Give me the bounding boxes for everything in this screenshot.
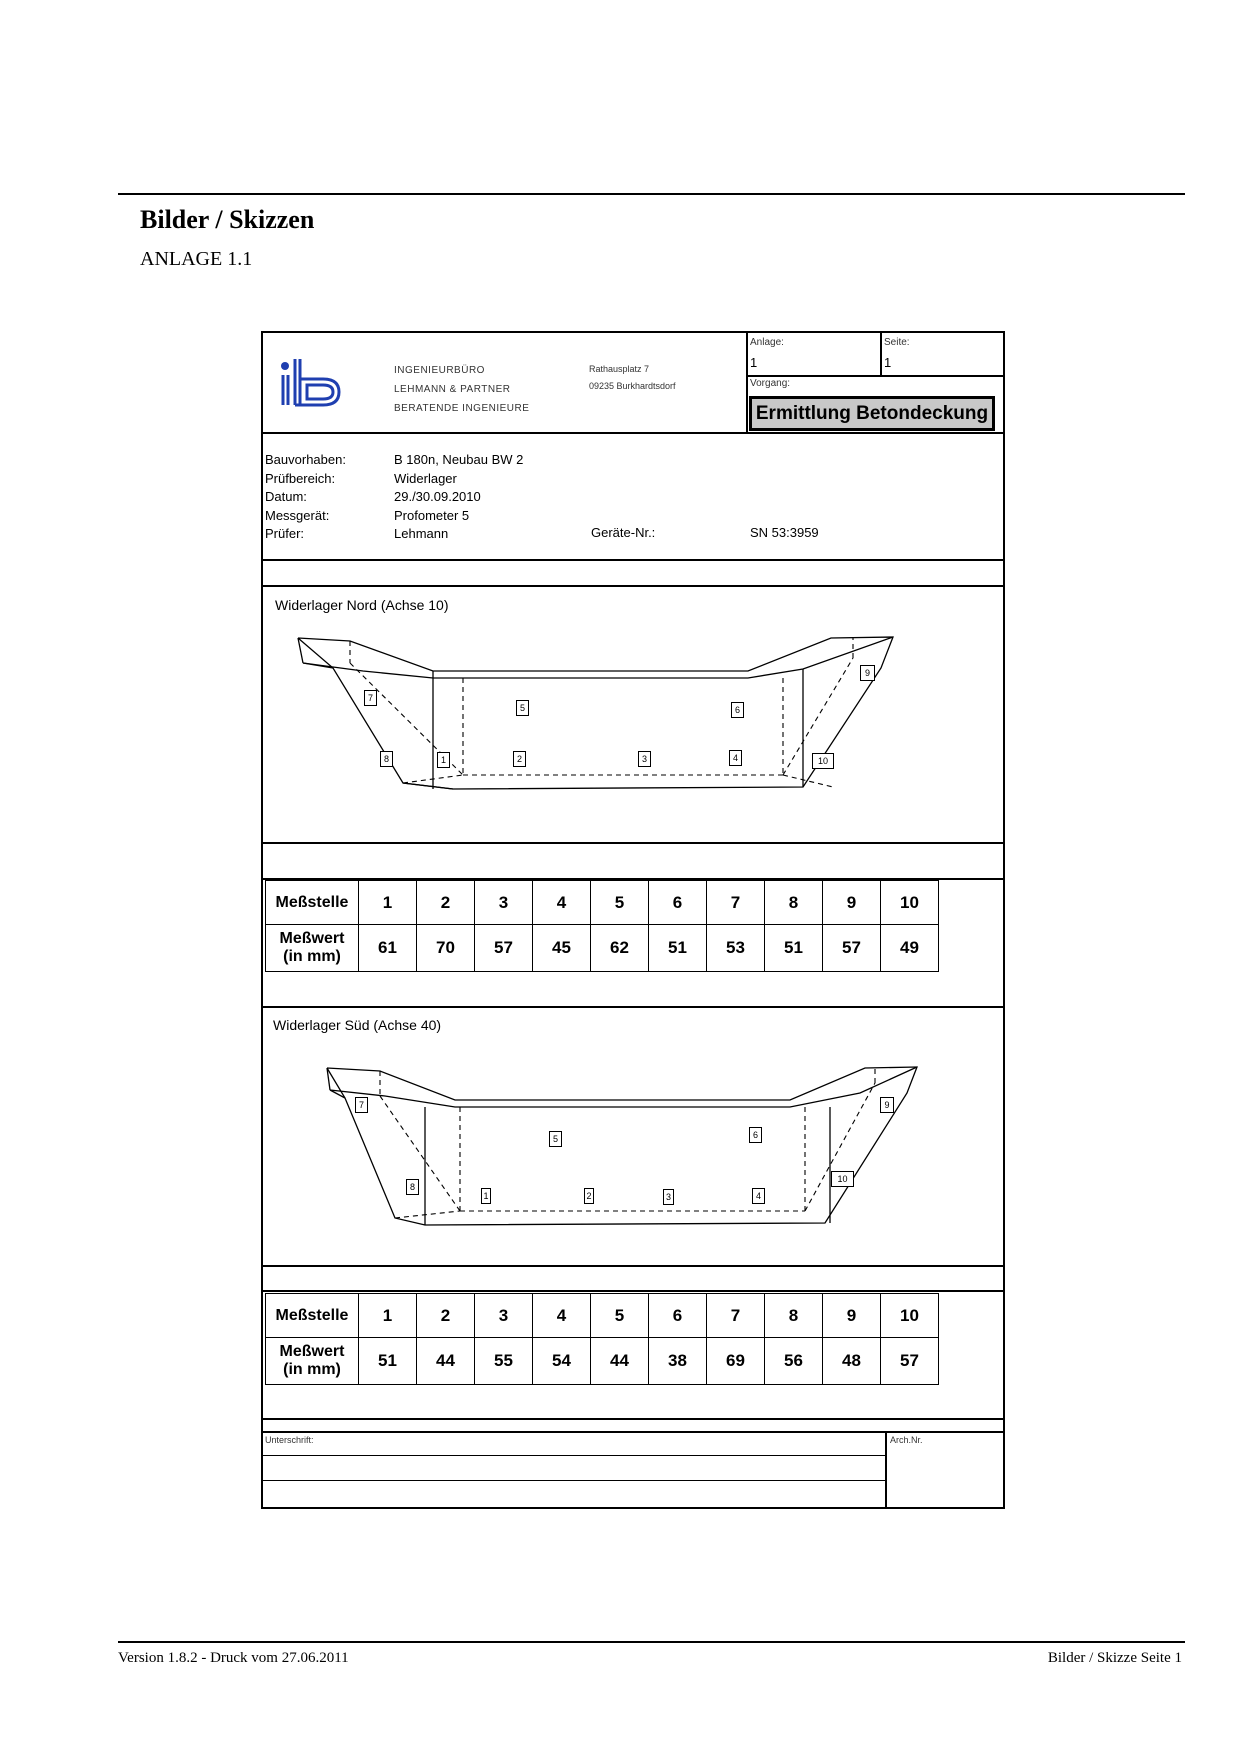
table-sued-stelle-7: 7 [707,1294,765,1338]
geraete-value: SN 53:3959 [750,525,819,540]
table-sued-head2a: Meßwert [279,1343,345,1360]
footer-page: Bilder / Skizze Seite 1 [1047,1650,1182,1666]
section-nord-label: Widerlager Nord (Achse 10) [275,597,449,613]
table-nord-wert-8: 51 [765,925,823,972]
table-sued-wert-3: 55 [475,1338,533,1385]
table-nord-wert-6: 51 [649,925,707,972]
table-sued [265,1293,939,1385]
table-nord-stelle-9: 9 [823,881,881,925]
table-nord [265,880,939,972]
table-nord-head2a: Meßwert [279,930,345,947]
pruefer-value: Lehmann [394,526,449,541]
table-nord-wert-7: 53 [707,925,765,972]
pruefbereich-value: Widerlager [394,470,457,486]
table-nord-wert-2: 70 [417,925,475,972]
table-nord-stelle-5: 5 [591,881,649,925]
table-sued-head1: Meßstelle [266,1294,359,1338]
table-nord-stelle-8: 8 [765,881,823,925]
arch-label: Arch.Nr. [890,1435,923,1445]
bauvorhaben-value: B 180n, Neubau BW 2 [394,452,524,467]
bottom-rule [118,1641,1185,1643]
table-sued-wert-9: 48 [823,1338,881,1385]
table-sued-stelle-3: 3 [475,1294,533,1338]
table-nord-wert-5: 62 [591,925,649,972]
ilb-logo [277,357,343,420]
table-sued-stelle-5: 5 [591,1294,649,1338]
table-sued-wert-4: 54 [533,1338,591,1385]
table-sued-wert-1: 51 [359,1338,417,1385]
table-nord-wert-3: 57 [475,925,533,972]
table-nord-stelle-3: 3 [475,881,533,925]
table-sued-wert-2: 44 [417,1338,475,1385]
table-sued-stelle-2: 2 [417,1294,475,1338]
seite-value: 1 [884,355,892,370]
company-line2: LEHMANN & PARTNER [394,384,511,395]
top-rule [118,193,1185,195]
table-nord-wert-4: 45 [533,925,591,972]
measurement-form: INGENIEURBÜRO LEHMANN & PARTNER BERATENDE INGENIEURE Rathausplatz 7 09235 Burkhardtsdorf Anlage: 1 Seite: 1 Vorgang: Ermittlung Betondeckung Bauvorhaben: Prüfbereich: Datum: Messgerät: Prüfer: B 180n, Neubau BW 2 Widerlager 29./30.09.2010 Profometer 5 Lehmann Geräte-Nr.: SN 53:3959 Widerlager Nord (Achse 10) 7 8 1 2 5 3 4 6 9 10 Meßstelle 1 2 3 4 5 6 7 8 9 10 Meßwert (in mm) 61 70 57 45 62 51 53 51 57 49 Widerlager Süd (Achse 40) 7 8 1 2 5 3 4 6 9 10 Meßstelle 1 2 3 4 5 6 7 8 9 10 Meßwert (in mm) 51 44 55 54 44 38 69 56 48 57 Unterschrift: Arch.Nr. [261,331,1005,1509]
table-nord-stelle-10: 10 [881,881,939,925]
anlage-label: Anlage: [750,337,784,348]
page-title: Bilder / Skizzen [140,205,315,234]
table-nord-stelle-7: 7 [707,881,765,925]
geraete-label: Geräte-Nr.: [591,525,656,540]
anlage-value: 1 [750,355,758,370]
vorgang-label: Vorgang: [750,378,791,389]
seite-label: Seite: [884,337,910,348]
unterschrift-label: Unterschrift: [265,1435,314,1445]
signature-line-1 [263,1455,885,1456]
table-sued-head2b: (in mm) [283,1361,341,1378]
pruefer-label: Prüfer: [265,526,305,541]
address-line1: Rathausplatz 7 [589,364,650,374]
table-sued-wert-10: 57 [881,1338,939,1385]
table-nord-stelle-1: 1 [359,881,417,925]
table-sued-stelle-10: 10 [881,1294,939,1338]
section-sued-label: Widerlager Süd (Achse 40) [273,1017,442,1033]
messgeraet-label: Messgerät: [265,507,330,523]
page-subtitle: ANLAGE 1.1 [140,248,253,270]
sketch-sued [325,1063,925,1258]
table-nord-wert-10: 49 [881,925,939,972]
table-nord-head2 [266,925,359,972]
table-sued-stelle-4: 4 [533,1294,591,1338]
company-line1: INGENIEURBÜRO [394,365,485,376]
table-sued-stelle-6: 6 [649,1294,707,1338]
datum-value: 29./30.09.2010 [394,489,481,504]
table-sued-wert-5: 44 [591,1338,649,1385]
table-nord-wert-1: 61 [359,925,417,972]
table-nord-wert-9: 57 [823,925,881,972]
bauvorhaben-label: Bauvorhaben: [265,452,346,467]
sketch-nord [293,633,903,818]
datum-label: Datum: [265,489,307,504]
address-line2: 09235 Burkhardtsdorf [589,381,676,391]
table-nord-stelle-2: 2 [417,881,475,925]
table-sued-wert-7: 69 [707,1338,765,1385]
table-sued-stelle-8: 8 [765,1294,823,1338]
signature-line-2 [263,1480,885,1481]
table-sued-stelle-9: 9 [823,1294,881,1338]
table-sued-head2 [266,1338,359,1385]
table-nord-head1: Meßstelle [266,881,359,925]
table-sued-stelle-1: 1 [359,1294,417,1338]
table-nord-head2b: (in mm) [283,948,341,965]
pruefbereich-label: Prüfbereich: [265,470,336,486]
table-sued-wert-6: 38 [649,1338,707,1385]
footer-version: Version 1.8.2 - Druck vom 27.06.2011 [118,1650,349,1666]
table-nord-stelle-4: 4 [533,881,591,925]
table-sued-wert-8: 56 [765,1338,823,1385]
company-line3: BERATENDE INGENIEURE [394,403,530,414]
table-nord-stelle-6: 6 [649,881,707,925]
vorgang-value: Ermittlung Betondeckung [749,396,995,431]
messgeraet-value: Profometer 5 [394,507,470,523]
